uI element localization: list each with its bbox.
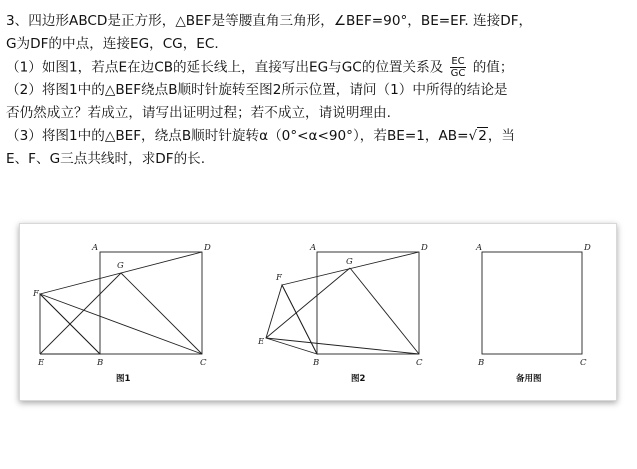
question-2-text-a: （2）将图1中的△BEF绕点B顺时针旋转至图2所示位置，请问（1）中所得的结论是 (6, 82, 508, 98)
fig2-label-f: F (276, 273, 282, 283)
problem-line-1 (6, 10, 626, 33)
fig1-segment-eg (40, 273, 121, 354)
problem-line-2 (6, 33, 626, 56)
problem-line-7 (6, 148, 626, 171)
problem-line-5 (6, 102, 626, 125)
question-3-text-b: ，当 (487, 128, 516, 144)
problem-text-1: 3、四边形ABCD是正方形，△BEF是等腰直角三角形，∠BEF=90°，BE=EF. 连接DF， (6, 13, 533, 29)
question-1-tail: 的值； (472, 59, 514, 76)
fraction-denominator: GC (450, 68, 466, 79)
ec-over-gc-fraction (450, 56, 467, 79)
fig2-segment-ec (266, 338, 419, 354)
figure-3 (482, 252, 582, 354)
fig1-label-d: D (204, 243, 211, 253)
fig2-label-g: G (346, 257, 353, 267)
fig3-label-b: B (478, 358, 485, 368)
fig2-triangle-bef (266, 285, 317, 354)
fig2-caption: 图2 (351, 374, 366, 384)
fig1-label-g: G (117, 261, 124, 271)
fig1-label-c: C (200, 358, 207, 368)
fig2-square-abcd (317, 252, 419, 354)
fig2-segment-gc (350, 268, 419, 354)
fig3-square-abcd (482, 252, 582, 354)
problem-text-2: G为DF的中点，连接EG，CG，EC. (6, 36, 219, 52)
fig2-label-b: B (313, 358, 320, 368)
fig2-segment-fb (282, 285, 317, 354)
problem-line-6 (6, 125, 626, 148)
problem-text (6, 10, 626, 171)
fig2-label-e: E (258, 337, 265, 347)
sqrt-symbol: √ (468, 128, 478, 144)
fig3-caption: 备用图 (516, 374, 542, 384)
question-3-text-c: E、F、G三点共线时，求DF的长. (6, 151, 206, 167)
fig2-label-d: D (421, 243, 428, 253)
problem-line-3 (6, 56, 626, 79)
figures-svg (20, 224, 616, 400)
question-3-text-a: （3）将图1中的△BEF，绕点B顺时针旋转α（0°<α<90°），若BE=1，AB= (6, 128, 469, 144)
question-1-text: （1）如图1，若点E在边CB的延长线上，直接写出EG与GC的位置关系及 (6, 59, 444, 76)
fig1-label-a: A (92, 243, 99, 253)
fig1-segment-ec (40, 294, 202, 354)
fig3-label-c: C (580, 358, 587, 368)
fig1-label-e: E (38, 358, 45, 368)
fig1-label-b: B (97, 358, 104, 368)
figure-2 (266, 252, 419, 354)
fig2-label-c: C (416, 358, 423, 368)
fig1-caption: 图1 (116, 374, 131, 384)
figures-panel (19, 223, 617, 401)
problem-line-4 (6, 79, 626, 102)
fig1-segment-gc (121, 273, 202, 354)
fraction-numerator: EC (451, 56, 465, 67)
sqrt-two (469, 125, 488, 148)
sqrt-radicand: 2 (478, 128, 487, 144)
fig3-label-d: D (584, 243, 591, 253)
fig2-label-a: A (310, 243, 317, 253)
fig3-label-a: A (476, 243, 483, 253)
fig1-label-f: F (33, 289, 39, 299)
question-2-text-b: 否仍然成立？若成立，请写出证明过程；若不成立，请说明理由. (6, 105, 391, 121)
